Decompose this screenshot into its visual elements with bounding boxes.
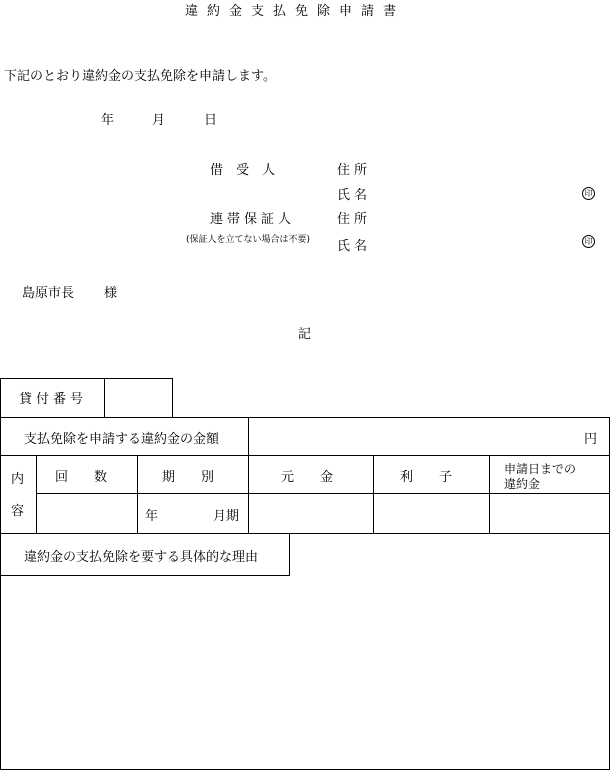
col-header-penalty: 申請日までの: [504, 462, 577, 476]
col-header-period: 期 別: [162, 470, 215, 485]
amount-field[interactable]: [254, 421, 574, 451]
divider: [248, 417, 249, 455]
principal-field[interactable]: [252, 497, 370, 529]
loan-number-label: 貸付番号: [19, 392, 88, 407]
borrower-name-label: 氏名: [337, 188, 372, 203]
loan-number-field[interactable]: [110, 382, 168, 414]
divider: [489, 455, 490, 533]
borrower-label: 借 受 人: [210, 163, 276, 178]
divider: [137, 455, 138, 533]
period-month: 月期: [213, 509, 240, 524]
divider: [373, 455, 374, 533]
reason-field[interactable]: [4, 580, 606, 766]
borrower-address-label: 住所: [337, 163, 372, 178]
date-day: 日: [204, 113, 218, 128]
guarantor-note: (保証人を立てない場合は不要): [186, 235, 311, 245]
divider: [36, 455, 37, 533]
guarantor-address-label: 住所: [337, 212, 372, 227]
guarantor-name-label: 氏名: [337, 239, 372, 254]
count-field[interactable]: [40, 497, 134, 529]
amount-label: 支払免除を申請する違約金の金額: [24, 432, 220, 447]
divider: [36, 493, 610, 494]
intro-text: 下記のとおり違約金の支払免除を申請します。: [4, 69, 276, 84]
ki-heading: 記: [298, 327, 312, 342]
document-title: 違約金支払免除申請書: [185, 4, 406, 19]
addressee-honorific: 様: [104, 286, 118, 301]
divider: [104, 378, 105, 418]
col-header-principal: 元 金: [281, 470, 334, 485]
seal-mark: 印: [582, 187, 595, 200]
penalty-field[interactable]: [493, 497, 606, 529]
date-year: 年: [101, 113, 115, 128]
col-header-penalty: 違約金: [504, 477, 541, 491]
content-label: 容: [11, 504, 25, 519]
content-label: 内: [11, 472, 25, 487]
col-header-interest: 利 子: [400, 470, 453, 485]
date-month: 月: [152, 113, 166, 128]
reason-label: 違約金の支払免除を要する具体的な理由: [24, 550, 259, 565]
col-header-count: 回 数: [55, 470, 108, 485]
addressee-name: 島原市長: [22, 286, 75, 301]
divider: [248, 455, 249, 533]
divider: [0, 455, 610, 456]
period-year: 年: [145, 509, 159, 524]
interest-field[interactable]: [377, 497, 486, 529]
amount-unit: 円: [584, 432, 598, 447]
seal-mark: 印: [582, 235, 595, 248]
guarantor-label: 連帯保証人: [210, 212, 296, 227]
